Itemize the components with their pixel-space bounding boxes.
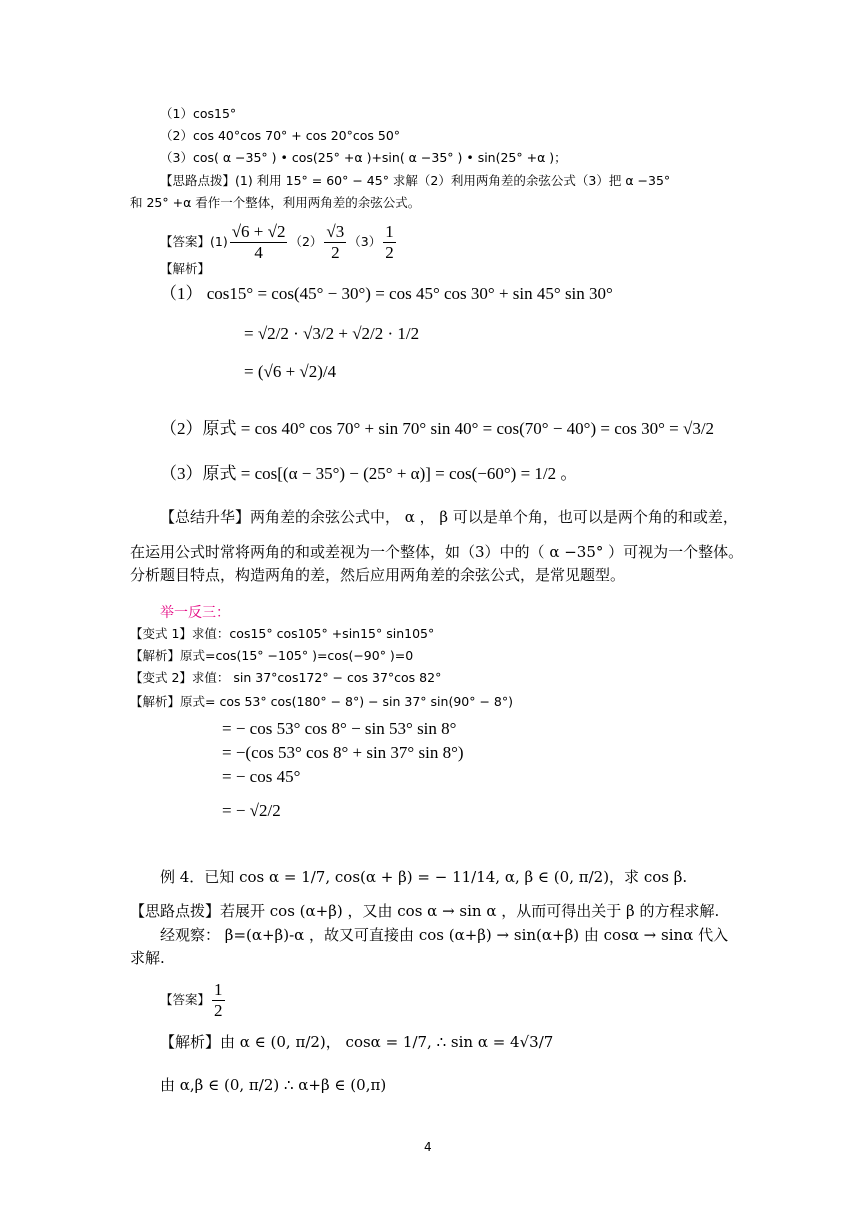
variant-2: 【变式 2】求值： sin 37°cos172° − cos 37°cos 82° [130,670,442,685]
problem-3: （3）cos( α −35° ) • cos(25° +α )+sin( α −35° ) • sin(25° +α )； [160,150,567,165]
example-4-solution-2: 由 α,β ∈ (0, π/2) ∴ α+β ∈ (0,π) [160,1076,387,1094]
example-4-hint-3: 求解. [130,949,165,967]
variant-2-solution-4: = − cos 45° [222,767,301,786]
practice-heading: 举一反三： [160,605,230,621]
problem-2: （2）cos 40°cos 70° + cos 20°cos 50° [160,128,401,143]
page-number: 4 [424,1140,432,1154]
variant-1-solution: 【解析】原式=cos(15° −105° )=cos(−90° )=0 [130,648,414,663]
solution-1-line-1: （1） cos15° = cos(45° − 30°) = cos 45° cos 30° + sin 45° sin 30° [160,284,613,303]
example-4-solution-1: 【解析】由 α ∈ (0, π/2)， cosα = 1/7, ∴ sin α = 4√3/7 [160,1033,554,1051]
summary-line-2: 在运用公式时常将两角的和或差视为一个整体，如（3）中的（ α −35° ）可视为一个整体。 [130,543,744,561]
example-4-answer-fraction: $\frac{1}{2}$ [214,980,223,1020]
answer-fraction-3: $\frac{1}{2}$ [385,222,394,262]
answer-line: 【答案】(1) $\frac{√6 + √2}{4}$ （2） $\frac{√3}{2}$ （3） $\frac{1}{2}$ [160,222,394,262]
problem-1: （1）cos15° [160,106,237,121]
hint-line-1: 【思路点拨】(1) 利用 15° = 60° − 45° 求解（2）利用两角差的余弦公式（3）把 α −35° [160,173,671,188]
variant-2-solution-5: = − √2/2 [222,801,281,820]
solution-1-line-2: = √2/2 · √3/2 + √2/2 · 1/2 [244,324,420,343]
example-4-statement: 例 4．已知 cos α = 1/7, cos(α + β) = − 11/14, α, β ∈ (0, π/2)，求 cos β. [160,868,688,886]
answer-fraction-2: $\frac{√3}{2}$ [326,222,345,262]
summary-line-1: 【总结升华】两角差的余弦公式中， α ， β 可以是单个角，也可以是两个角的和或差， [160,508,738,526]
solution-1-line-3: = (√6 + √2)/4 [244,362,337,381]
solution-heading: 【解析】 [160,261,211,276]
hint-line-2: 和 25° +α 看作一个整体，利用两角差的余弦公式。 [130,195,421,210]
variant-1: 【变式 1】求值：cos15° cos105° +sin15° sin105° [130,626,435,641]
example-4-answer: 【答案】 $\frac{1}{2}$ [160,980,223,1020]
answer-fraction-1: $\frac{√6 + √2}{4}$ [231,222,286,262]
solution-3: （3）原式 = cos[(α − 35°) − (25° + α)] = cos(−60°) = 1/2 。 [160,464,578,483]
variant-2-solution-1: 【解析】原式= cos 53° cos(180° − 8°) − sin 37° sin(90° − 8°) [130,694,513,709]
solution-2: （2）原式 = cos 40° cos 70° + sin 70° sin 40° = cos(70° − 40°) = cos 30° = √3/2 [160,419,715,438]
example-4-hint-1: 【思路点拨】若展开 cos (α+β) ，又由 cos α → sin α ，从而可得出关于 β 的方程求解. [130,902,720,920]
variant-2-solution-2: = − cos 53° cos 8° − sin 53° sin 8° [222,719,457,738]
summary-line-3: 分析题目特点，构造两角的差，然后应用两角差的余弦公式，是常见题型。 [130,566,626,584]
variant-2-solution-3: = −(cos 53° cos 8° + sin 37° sin 8°) [222,743,464,762]
example-4-hint-2: 经观察： β=(α+β)-α ，故又可直接由 cos (α+β) → sin(α+β) 由 cosα → sinα 代入 [160,926,729,944]
